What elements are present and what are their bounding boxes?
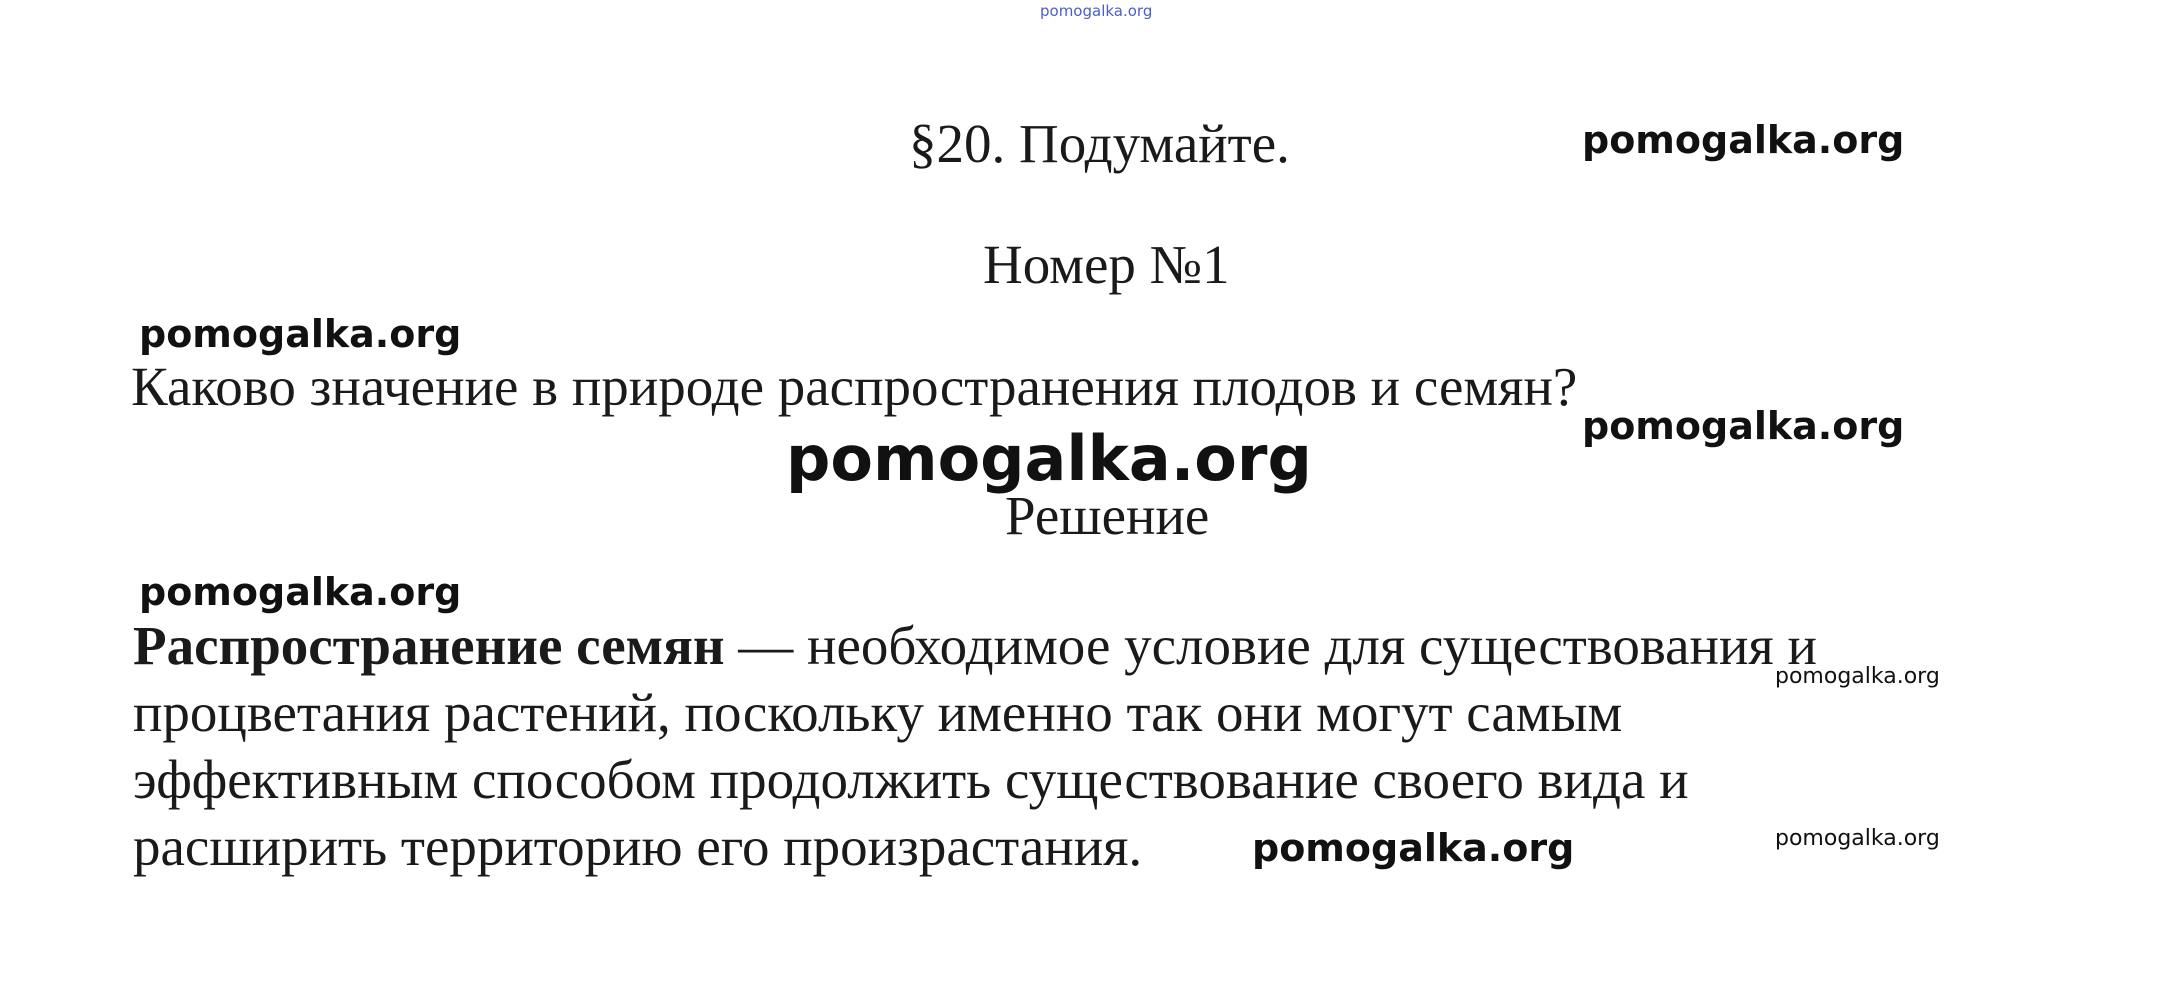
answer-line: расширить территорию его произрастания.: [133, 816, 1143, 877]
watermark: pomogalka.org: [139, 312, 462, 356]
answer-text: — необходимое условие для существования и: [724, 615, 1817, 676]
section-title: §20. Подумайте.: [909, 113, 1290, 174]
watermark: pomogalka.org: [139, 570, 462, 614]
watermark-small: pomogalka.org: [1775, 664, 1940, 689]
watermark: pomogalka.org: [1252, 826, 1575, 870]
solution-heading: Решение: [1005, 485, 1210, 546]
answer-line: эффективным способом продолжить существование своего вида и: [133, 749, 1689, 810]
watermark: pomogalka.org: [1582, 118, 1905, 162]
answer-line: процветания растений, поскольку именно так они могут самым: [133, 682, 1623, 743]
answer-term: Распространение семян: [133, 615, 725, 676]
top-watermark-link[interactable]: pomogalka.org: [1040, 2, 1153, 20]
answer-line: [133, 614, 1817, 677]
question-text: Каково значение в природе распространения плодов и семян?: [131, 356, 1578, 417]
watermark: pomogalka.org: [1582, 404, 1905, 448]
watermark-large: pomogalka.org: [786, 422, 1312, 495]
task-number: Номер №1: [983, 234, 1230, 295]
watermark-small: pomogalka.org: [1775, 826, 1940, 851]
